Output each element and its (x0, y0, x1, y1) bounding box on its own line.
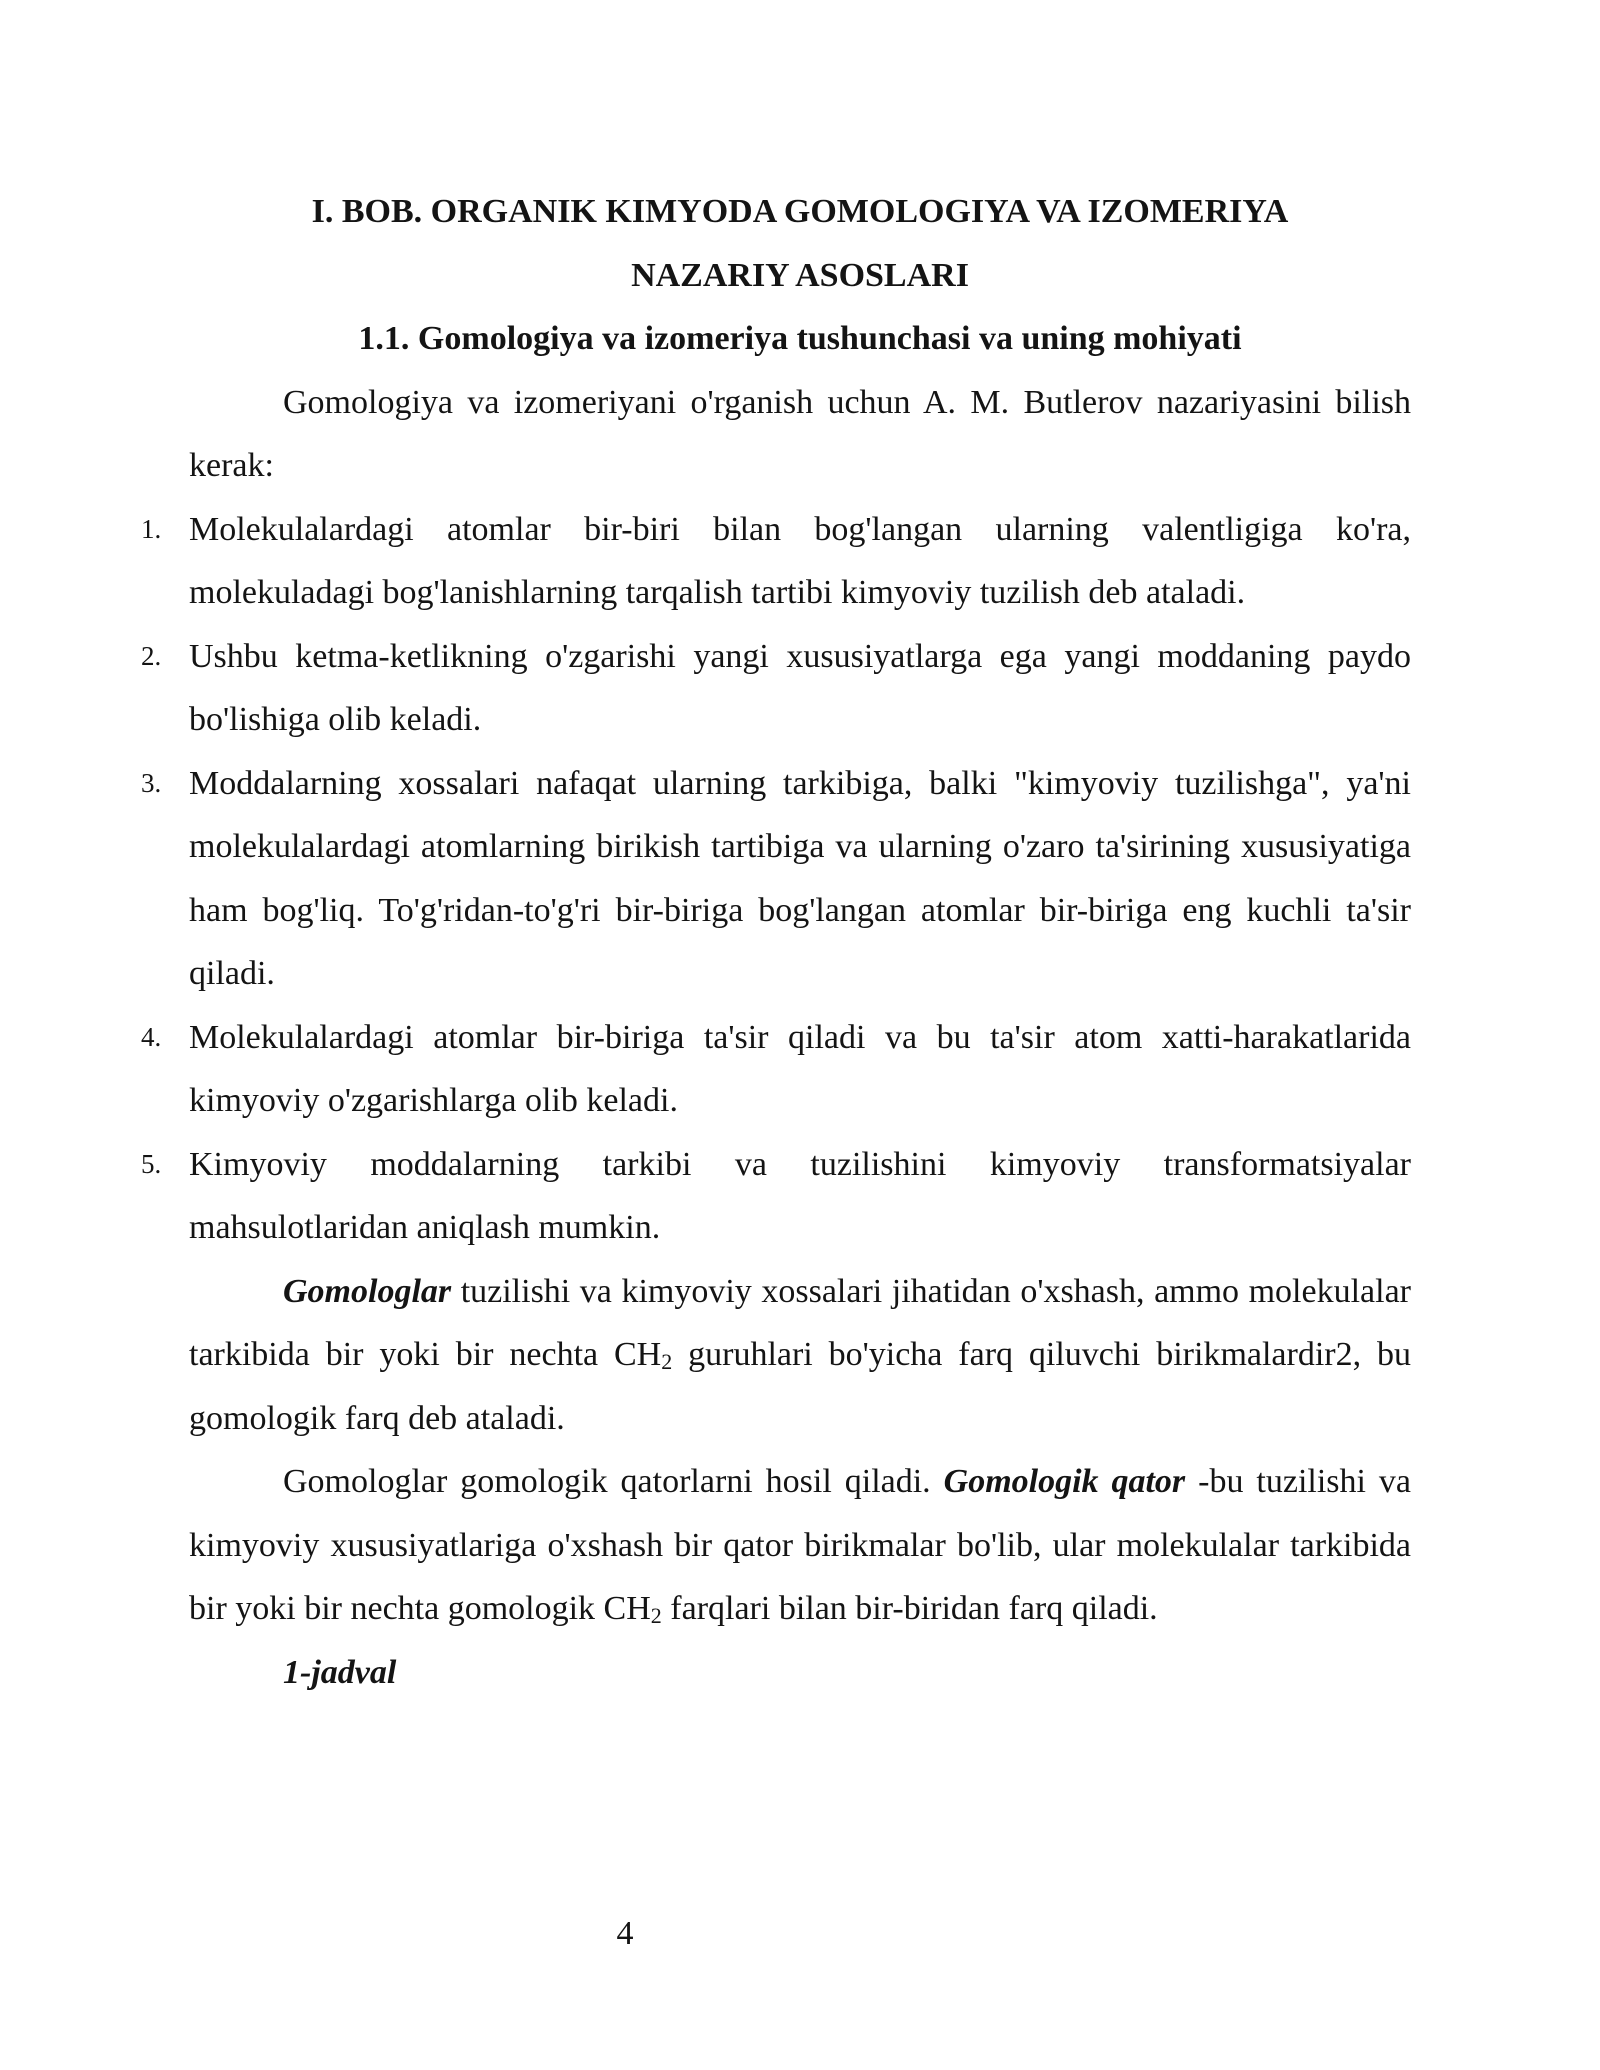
series-term: Gomologik qator (943, 1463, 1186, 1500)
series-text-part1: -bu tuzilishi va kimyoviy xususiyatlariga o'xshash bir qator birikmalar bo'lib, ular molekulalar tarkibida bir yoki bir nechta gomologik CH (189, 1463, 1411, 1627)
homologs-term: Gomologlar (283, 1272, 452, 1310)
list-item (141, 625, 1411, 752)
series-text-part2: farqlari bilan bir-biridan farq qiladi. (661, 1590, 1158, 1627)
theory-list (141, 498, 1411, 1260)
list-item (141, 1133, 1411, 1260)
series-text-start: Gomologlar gomologik qatorlarni hosil qiladi. (283, 1463, 944, 1500)
list-item-number: 2. (141, 640, 162, 671)
list-item-text: Moddalarning xossalari nafaqat ularning tarkibiga, balki "kimyoviy tuzilishga", ya'ni molekulalardagi atomlarning birikish tartibiga va ularning o'zaro ta'sirining xususiyatiga ham bog'liq. To'g'ridan-to'g'ri bir-biriga bog'langan atomlar bir-biriga eng kuchli ta'sir qiladi. (189, 764, 1411, 992)
homologs-paragraph (189, 1260, 1411, 1451)
list-item-text: Ushbu ketma-ketlikning o'zgarishi yangi xususiyatlarga ega yangi moddaning paydo bo'lishiga olib keladi. (189, 637, 1411, 738)
homologs-subscript: 2 (661, 1349, 673, 1374)
list-item (141, 498, 1411, 625)
chapter-title-line1: I. BOB. ORGANIK KIMYODA GOMOLOGIYA VA IZOMERIYA (311, 193, 1289, 230)
list-item-text: Kimyoviy moddalarning tarkibi va tuzilishini kimyoviy transformatsiyalar mahsulotlaridan aniqlash mumkin. (189, 1145, 1411, 1246)
series-subscript: 2 (650, 1603, 662, 1628)
section-title: 1.1. Gomologiya va izomeriya tushunchasi va uning mohiyati (358, 320, 1242, 357)
chapter-title-line2: NAZARIY ASOSLARI (631, 256, 969, 294)
table-label (189, 1641, 1411, 1705)
homologs-text-part1: tuzilishi va kimyoviy xossalari jihatidan o'xshash, ammo molekulalar tarkibida bir yoki bir nechta CH (189, 1272, 1411, 1373)
homologs-text-part2: guruhlari bo'yicha farq qiluvchi birikmalardir2, bu gomologik farq deb ataladi. (189, 1336, 1411, 1437)
page-number: 4 (616, 1915, 634, 1952)
list-item (141, 1006, 1411, 1133)
list-item-number: 4. (141, 1021, 162, 1052)
list-item-number: 5. (141, 1148, 162, 1179)
list-item (141, 752, 1411, 1006)
list-item-number: 3. (141, 767, 162, 798)
list-item-text: Molekulalardagi atomlar bir-biri bilan bog'langan ularning valentligiga ko'ra, molekuladagi bog'lanishlarning tarqalish tartibi kimyoviy tuzilish deb ataladi. (189, 510, 1411, 611)
list-item-text: Molekulalardagi atomlar bir-biriga ta'sir qiladi va bu ta'sir atom xatti-harakatlarida kimyoviy o'zgarishlarga olib keladi. (189, 1018, 1411, 1119)
page-content (141, 180, 1411, 1704)
table-label-text: 1-jadval (283, 1653, 397, 1691)
list-item-number: 1. (141, 513, 162, 544)
intro-paragraph: Gomologiya va izomeriyani o'rganish uchun A. M. Butlerov nazariyasini bilish kerak: (189, 383, 1411, 484)
series-paragraph (189, 1450, 1411, 1641)
